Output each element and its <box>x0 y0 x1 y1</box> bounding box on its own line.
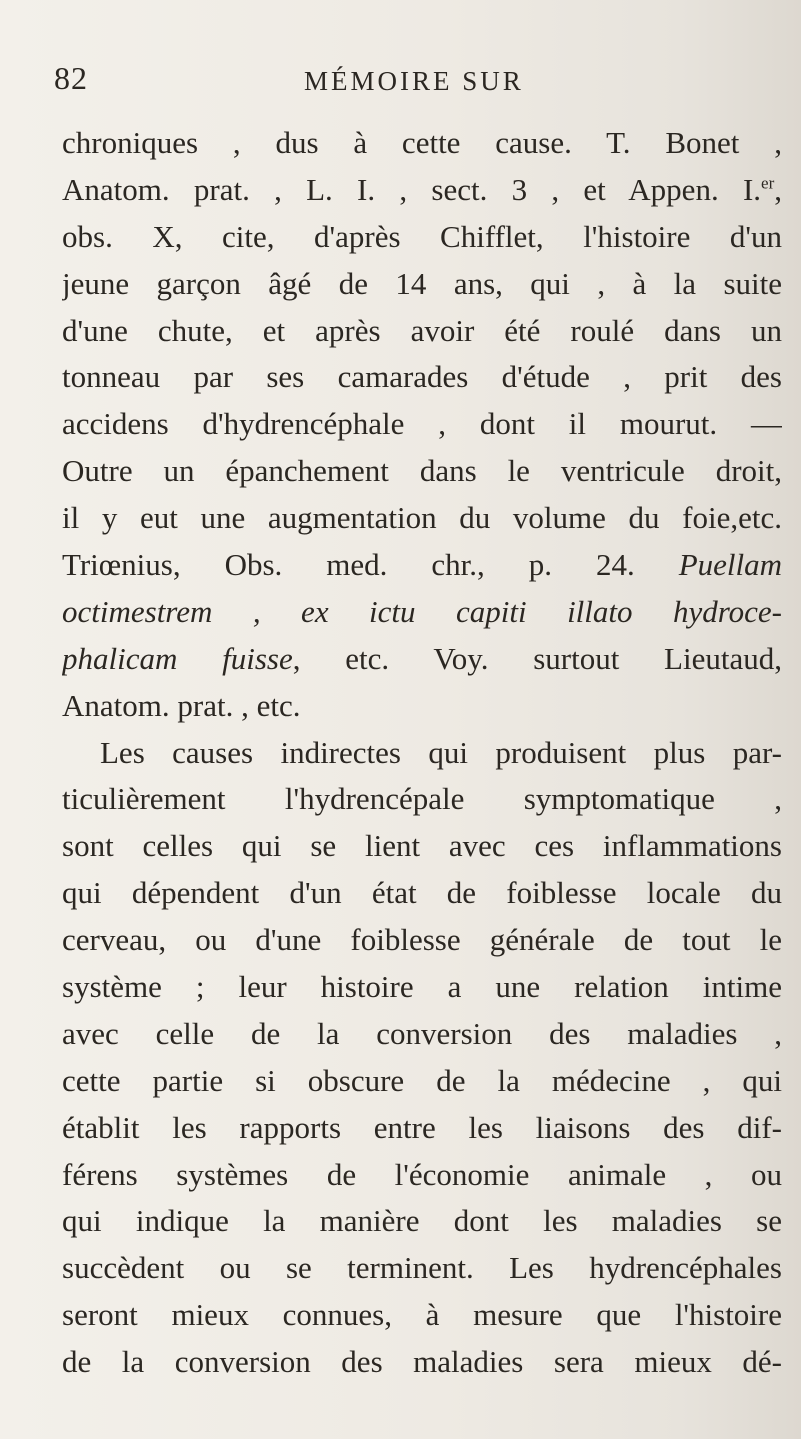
text-segment: qui indique la manière dont les maladies se <box>62 1203 782 1239</box>
text-segment: sont celles qui se lient avec ces inflammations <box>62 828 782 864</box>
text-segment: tonneau par ses camarades d'étude , prit des <box>62 359 782 395</box>
text-line <box>62 1245 782 1292</box>
text-line <box>62 401 782 448</box>
text-segment: Les causes indirectes qui produisent plus par- <box>100 734 782 770</box>
text-segment: Anatom. prat. , L. I. , sect. 3 , et Appen. I. <box>62 171 762 207</box>
text-segment: , etc. Voy. surtout Lieutaud, <box>292 640 782 676</box>
text-line <box>62 1198 782 1245</box>
text-line <box>62 1011 782 1058</box>
text-line <box>62 120 782 167</box>
text-line <box>62 214 782 261</box>
italic-text: phalicam fuisse <box>62 640 293 676</box>
text-segment: seront mieux connues, à mesure que l'histoire <box>62 1297 782 1333</box>
text-line <box>62 823 782 870</box>
text-segment: avec celle de la conversion des maladies , <box>62 1015 782 1051</box>
text-line <box>62 964 782 1011</box>
paragraph <box>62 120 782 730</box>
text-line <box>62 354 782 401</box>
superscript-text: er <box>761 173 775 193</box>
text-line <box>62 448 782 495</box>
text-line <box>62 167 782 214</box>
paragraph <box>62 730 782 1386</box>
text-segment: Triœnius, Obs. med. chr., p. 24. <box>62 547 679 583</box>
text-line <box>62 1058 782 1105</box>
text-line <box>62 261 782 308</box>
text-line <box>62 1339 782 1386</box>
text-segment: système ; leur histoire a une relation intime <box>62 969 782 1005</box>
text-segment: qui dépendent d'un état de foiblesse locale du <box>62 875 782 911</box>
text-line <box>62 683 782 730</box>
page-header <box>54 60 784 110</box>
text-line <box>62 776 782 823</box>
text-segment: férens systèmes de l'économie animale , ou <box>62 1156 782 1192</box>
text-line <box>62 308 782 355</box>
text-segment: ticulièrement l'hydrencépale symptomatique , <box>62 781 782 817</box>
text-segment: jeune garçon âgé de 14 ans, qui , à la suite <box>62 265 782 301</box>
italic-text: Puellam <box>678 547 782 583</box>
text-segment: chroniques , dus à cette cause. T. Bonet , <box>62 125 782 160</box>
italic-text: octimestrem , ex ictu capiti illato hydroce- <box>62 593 782 629</box>
text-line <box>62 495 782 542</box>
text-line <box>62 1105 782 1152</box>
text-line <box>62 589 782 636</box>
text-line <box>62 917 782 964</box>
text-segment: cette partie si obscure de la médecine , qui <box>62 1062 782 1098</box>
text-segment: succèdent ou se terminent. Les hydrencéphales <box>62 1250 782 1286</box>
text-segment: Anatom. prat. , etc. <box>62 687 301 723</box>
text-line <box>62 1152 782 1199</box>
text-line <box>62 1292 782 1339</box>
text-segment: accidens d'hydrencéphale , dont il mourut. — <box>62 406 782 442</box>
text-line <box>62 870 782 917</box>
text-line <box>62 730 782 777</box>
page-body-text <box>62 120 782 1386</box>
text-line <box>62 636 782 683</box>
text-segment: d'une chute, et après avoir été roulé dans un <box>62 312 782 348</box>
text-segment: établit les rapports entre les liaisons des dif- <box>62 1109 782 1145</box>
text-line <box>62 542 782 589</box>
text-segment: , <box>774 171 782 207</box>
text-segment: cerveau, ou d'une foiblesse générale de tout le <box>62 922 782 958</box>
page-number: 82 <box>54 60 88 96</box>
running-head: MÉMOIRE SUR <box>304 66 524 96</box>
text-segment: de la conversion des maladies sera mieux dé- <box>62 1344 782 1380</box>
text-segment: Outre un épanchement dans le ventricule droit, <box>62 453 782 489</box>
text-segment: obs. X, cite, d'après Chifflet, l'histoire d'un <box>62 218 782 254</box>
text-segment: il y eut une augmentation du volume du foie,etc. <box>62 500 782 536</box>
